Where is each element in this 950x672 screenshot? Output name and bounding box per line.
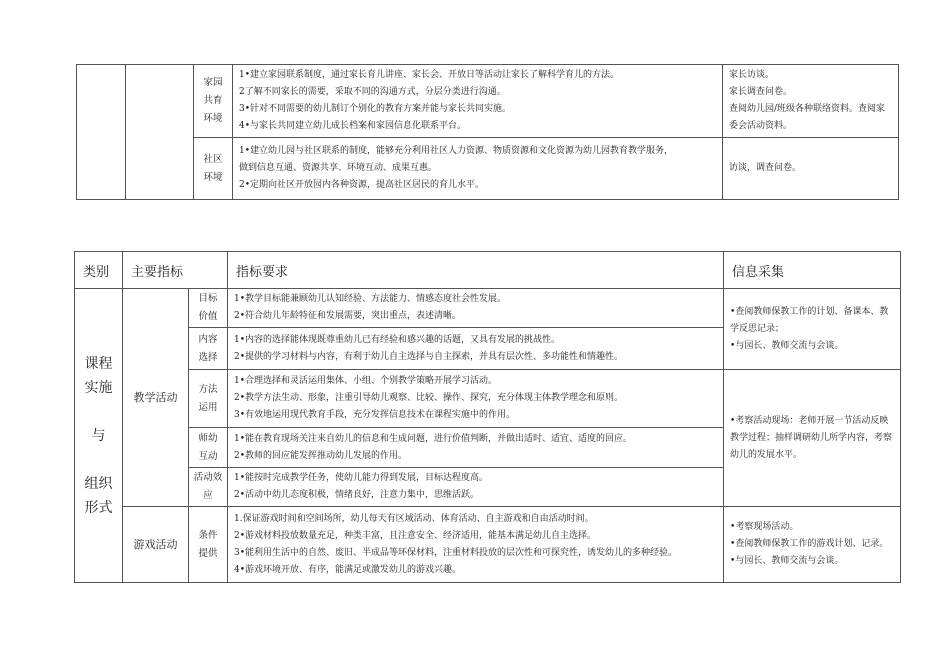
- sub-label: 条件 提供: [198, 529, 218, 559]
- requirement-line: 1•建立家园联系制度，通过家长育儿讲座、家长会、开放日等活动让家长了解科学育儿的方法。: [239, 70, 620, 80]
- requirement-line: 3•能利用生活中的自然、废旧、半成品等环保材料，注重材料投放的层次性和可探究性，诱发幼儿的多种经验。: [234, 547, 678, 558]
- header-label: 类别: [83, 264, 110, 280]
- sub-indicator-effect: [189, 468, 228, 507]
- info-text: •查阅教师保教工作的计划、备课本、教学反思记录； •与园长、教师交流与会谈。: [730, 306, 889, 351]
- requirement-line: 2•教师的回应能发挥推动幼儿发展的作用。: [234, 450, 408, 461]
- main-indicator-teaching: [123, 289, 189, 507]
- requirement-line: 1.保证游戏时间和空间场所，幼儿每天有区域活动、体育活动、自主游戏和自由活动时间。: [234, 513, 594, 524]
- requirement-line: 2•教学方法生动、形象，注重引导幼儿观察、比较、操作、探究，充分体现主体教学理念和原则。: [234, 393, 624, 403]
- header-main-indicator: [123, 252, 228, 289]
- info-text: 访谈，调查问卷。: [729, 163, 802, 173]
- requirement-line: 3•有效地运用现代教育手段，充分发挥信息技术在课程实施中的作用。: [234, 410, 516, 420]
- header-label: 主要指标: [131, 264, 184, 280]
- requirement-line: 2•定期向社区开放园内各种资源，提高社区居民的育儿水平。: [239, 180, 485, 190]
- requirements-interaction: [228, 428, 724, 468]
- header-category: [75, 252, 123, 289]
- requirements-goal: [228, 289, 724, 328]
- sub-label: 方法 运用: [198, 383, 218, 413]
- requirement-line: 2•活动中幼儿态度积极，情绪良好，注意力集中，思维活跃。: [234, 490, 480, 500]
- blank-category-cell: [77, 65, 126, 200]
- sub-indicator-conditions: [189, 507, 228, 583]
- category-label: 课程 实施 与 组织 形式: [84, 355, 113, 516]
- requirement-line: 1•能按时完成教学任务，使幼儿能力得到发展，目标达程度高。: [234, 473, 489, 483]
- sub-indicator-method: [189, 370, 228, 428]
- requirement-line: 1•建立幼儿园与社区联系的制度，能够充分利用社区人力资源、物质资源和文化资源为幼儿园教育教学服务，: [239, 146, 674, 156]
- requirement-line: 1•内容的选择能体现既尊重幼儿已有经验和感兴趣的话题，又具有发展的挑战性。: [234, 334, 561, 345]
- info-text: •考察现场活动。 •查阅教师保教工作的游戏计划、记录。 •与园长、教师交流与会谈。: [730, 522, 889, 566]
- info-teaching-observe: [724, 370, 901, 507]
- sub-label: 目标 价值: [198, 293, 218, 322]
- requirement-line: 做到信息互通、资源共享、环境互动、成果互惠。: [239, 163, 438, 173]
- sub-indicator-goal: [189, 289, 228, 328]
- environment-table: [76, 64, 899, 200]
- requirements-home: [233, 65, 723, 138]
- sub-label: 社区 环境: [203, 153, 223, 183]
- requirement-line: 2•提供的学习材料与内容，有利于幼儿自主选择与自主探索，并具有层次性、多功能性和情趣性。: [234, 351, 624, 362]
- requirement-line: 4•游戏环境开放、有序，能满足或激发幼儿的游戏兴趣。: [234, 564, 462, 575]
- requirements-content: [228, 328, 724, 370]
- sub-label: 家园 共育 环境: [203, 77, 223, 124]
- requirements-effect: [228, 468, 724, 507]
- info-community: [723, 138, 899, 200]
- curriculum-table: [74, 251, 901, 583]
- requirement-line: 1•教学目标能兼顾幼儿认知经验、方法能力、情感态度社会性发展。: [234, 294, 507, 304]
- sub-label: 活动效 应: [193, 472, 223, 501]
- requirements-community: [233, 138, 723, 200]
- blank-main-cell: [126, 65, 194, 200]
- sub-indicator-content: [189, 328, 228, 370]
- info-text: •考察活动现场：老师开展一节活动反映教学过程；抽样调研幼儿所学内容，考察幼儿的发展水平。: [730, 415, 893, 460]
- requirement-line: 2了解不同家长的需要，采取不同的沟通方式，分层分类进行沟通。: [239, 87, 506, 97]
- info-teaching-plan: [724, 289, 901, 370]
- info-home: [723, 65, 899, 138]
- info-text: 家长访谈。 家长调查问卷。 查阅幼儿园/班级各种联络资料。查阅家委会活动资料。: [729, 70, 886, 131]
- category-cell: [75, 289, 123, 583]
- info-game: [724, 507, 901, 583]
- main-label: 教学活动: [133, 390, 178, 404]
- requirement-line: 1•能在教育现场关注来自幼儿的信息和生成问题，进行价值判断，并做出适时、适宜、适度的回应。: [234, 433, 633, 444]
- main-label: 游戏活动: [133, 537, 178, 551]
- requirement-line: 3•针对不同需要的幼儿制订个别化的教育方案并能与家长共同实施。: [239, 104, 512, 114]
- sub-label: 内容 选择: [198, 333, 218, 363]
- main-indicator-game: [123, 507, 189, 583]
- header-info: [724, 252, 901, 289]
- requirement-line: 2•符合幼儿年龄特征和发展需要，突出重点，表述清晰。: [234, 311, 462, 321]
- sub-indicator-community: [194, 138, 233, 200]
- sub-indicator-interaction: [189, 428, 228, 468]
- sub-label: 师幼 互动: [198, 432, 218, 462]
- sub-indicator-home: [194, 65, 233, 138]
- requirement-line: 4•与家长共同建立幼儿成长档案和家园信息化联系平台。: [239, 121, 467, 131]
- requirements-game: [228, 507, 724, 583]
- requirements-method: [228, 370, 724, 428]
- header-label: 指标要求: [236, 264, 289, 280]
- requirement-line: 1•合理选择和灵活运用集体、小组、个别教学策略开展学习活动。: [234, 376, 498, 386]
- requirement-line: 2•游戏材料投放数量充足，种类丰富，且注意安全、经济适用，能基本满足幼儿自主选择。: [234, 530, 597, 541]
- header-requirements: [228, 252, 724, 289]
- header-label: 信息采集: [732, 264, 785, 280]
